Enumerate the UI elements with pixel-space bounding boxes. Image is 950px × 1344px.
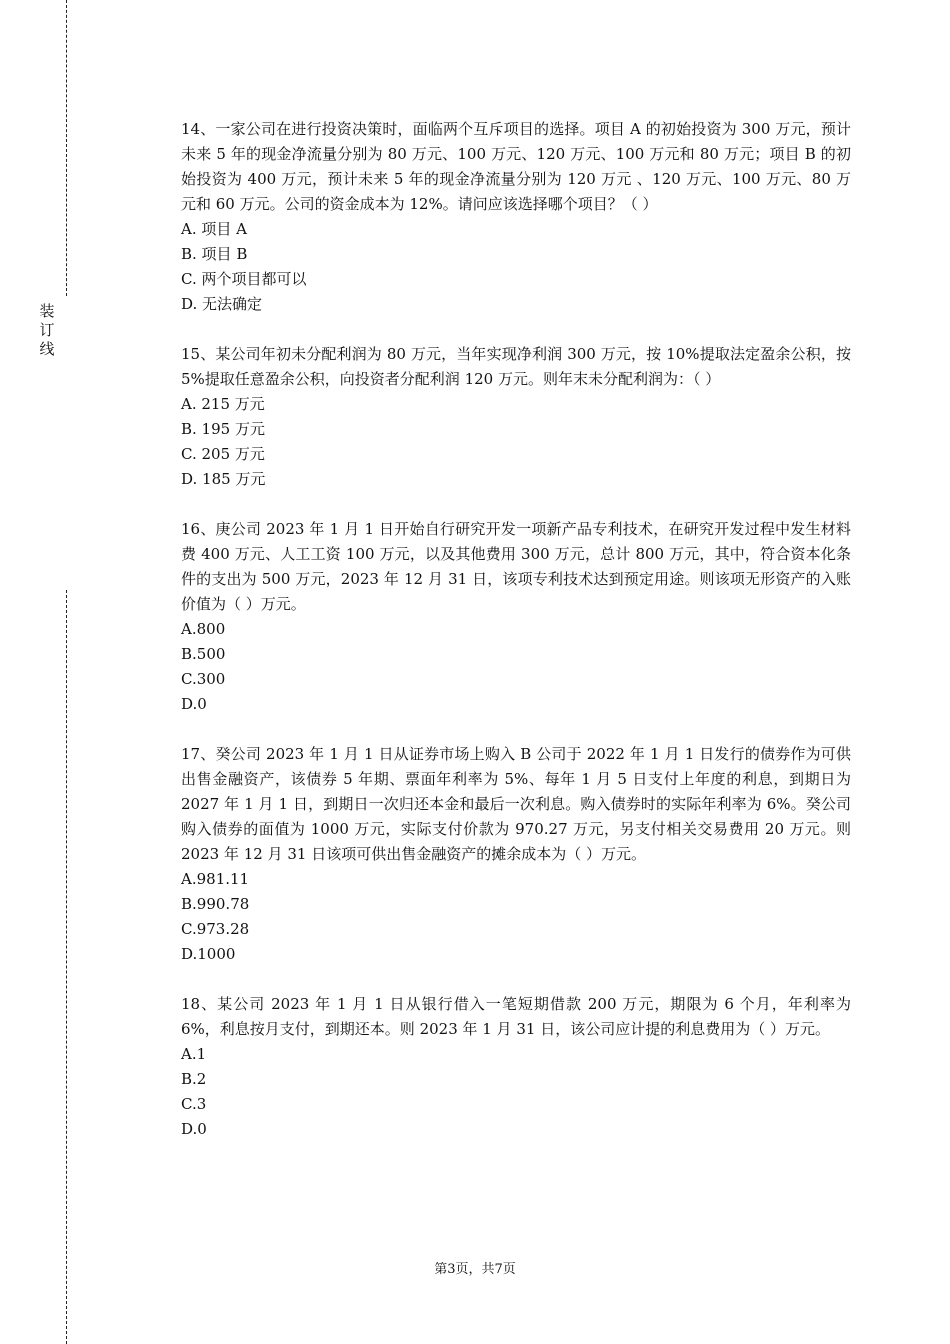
option-d: D. 无法确定 [181,295,263,313]
option-b: B.2 [181,1070,207,1088]
option-c: C.973.28 [181,920,250,938]
question-16 [181,517,851,717]
option-d: D.0 [181,1120,207,1138]
option-a: A.981.11 [181,870,250,888]
question-stem: 14、一家公司在进行投资决策时，面临两个互斥项目的选择。项目 A 的初始投资为 300 万元，预计未来 5 年的现金净流量分别为 80 万元、100 万元、120 万元、100 万元和 80 万元；项目 B 的初始投资为 400 万元，预计未来 5 年的现金净流量分别为 120 万元 、120 万元、100 万元、80 万元和 60 万元。公司的资金成本为 12%。请问应该选择哪个项目？（ ） [181,120,851,213]
option-d: D.0 [181,695,207,713]
question-15 [181,342,851,492]
option-c: C.3 [181,1095,207,1113]
option-c: C.300 [181,670,226,688]
question-stem: 17、癸公司 2023 年 1 月 1 日从证券市场上购入 B 公司于 2022 年 1 月 1 日发行的债券作为可供出售金融资产，该债券 5 年期、票面年利率为 5%、每年 1 月 5 日支付上年度的利息，到期日为 2027 年 1 月 1 日，到期日一次归还本金和最后一次利息。购入债券时的实际年利率为 6%。癸公司购入债券的面值为 1000 万元，实际支付价款为 970.27 万元，另支付相关交易费用 20 万元。则 2023 年 12 月 31 日该项可供出售金融资产的摊余成本为（ ）万元。 [181,745,851,863]
question-stem: 18、某公司 2023 年 1 月 1 日从银行借入一笔短期借款 200 万元，期限为 6 个月，年利率为 6%，利息按月支付，到期还本。则 2023 年 1 月 31 日，该公司应计提的利息费用为（ ）万元。 [181,995,851,1038]
binding-label: 装订线 [39,302,55,358]
page-number: 第3页，共7页 [434,1262,516,1277]
option-c: C. 两个项目都可以 [181,270,307,288]
question-stem: 15、某公司年初未分配利润为 80 万元，当年实现净利润 300 万元，按 10%提取法定盈余公积，按 5%提取任意盈余公积，向投资者分配利润 120 万元。则年末未分配利润为：（ ） [181,345,851,388]
question-stem: 16、庚公司 2023 年 1 月 1 日开始自行研究开发一项新产品专利技术，在研究开发过程中发生材料费 400 万元、人工工资 100 万元，以及其他费用 300 万元，总计 800 万元，其中，符合资本化条件的支出为 500 万元，2023 年 12 月 31 日，该项专利技术达到预定用途。则该项无形资产的入账价值为（ ）万元。 [181,520,851,613]
question-17 [181,742,851,967]
option-a: A. 项目 A [181,220,247,238]
option-b: B.990.78 [181,895,250,913]
question-14 [181,117,851,317]
option-b: B.500 [181,645,226,663]
question-18 [181,992,851,1142]
option-c: C. 205 万元 [181,445,265,463]
option-a: A.800 [181,620,226,638]
option-a: A. 215 万元 [181,395,265,413]
option-a: A.1 [181,1045,207,1063]
binding-line-top [66,0,67,296]
question-list [181,117,851,1167]
option-b: B. 项目 B [181,245,248,263]
binding-line-bottom [66,590,67,1344]
option-d: D. 185 万元 [181,470,266,488]
option-d: D.1000 [181,945,236,963]
option-b: B. 195 万元 [181,420,265,438]
